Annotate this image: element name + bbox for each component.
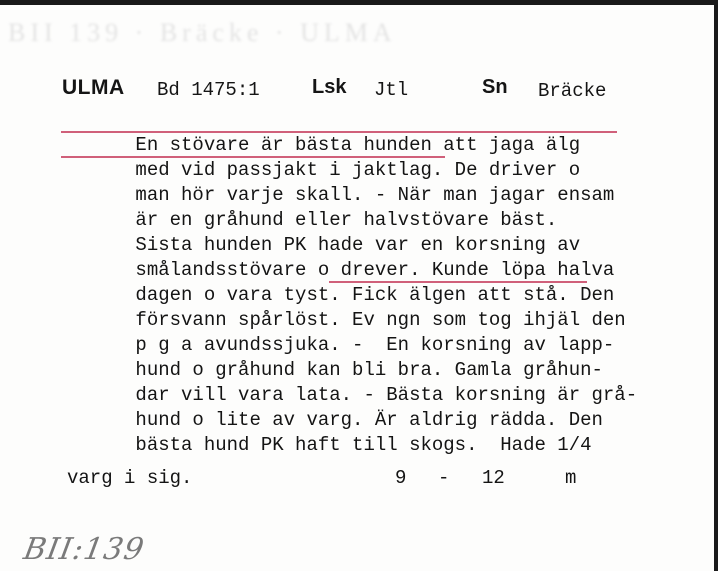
text-line bbox=[67, 233, 667, 281]
archive-name: ULMA bbox=[62, 76, 125, 99]
text-line bbox=[67, 308, 667, 356]
landskap-label: Lsk bbox=[312, 76, 347, 98]
text-line-content: bästa hund PK haft till skogs. Hade 1/4 bbox=[135, 434, 592, 456]
footer-dash: - bbox=[438, 467, 450, 489]
socken-value: Bräcke bbox=[538, 80, 607, 102]
footer-text: varg i sig. bbox=[67, 467, 193, 489]
text-line-content: försvann spårlöst. Ev ngn som tog ihjäl den bbox=[135, 309, 626, 331]
text-line-content: dar vill vara lata. - Bästa korsning är grå- bbox=[135, 384, 638, 406]
landskap-value: Jtl bbox=[374, 79, 409, 101]
text-line bbox=[67, 158, 667, 206]
text-line bbox=[67, 183, 667, 231]
text-line-content: En stövare är bästa hunden att jaga älg bbox=[135, 134, 581, 156]
informant-birth-value: 9 bbox=[395, 467, 407, 489]
text-line-content: med vid passjakt i jaktlag. De driver o bbox=[135, 159, 581, 181]
socken-label: Sn bbox=[482, 76, 508, 98]
informant-sex-value: m bbox=[565, 467, 577, 489]
text-line-content: är en gråhund eller halvstövare bäst. bbox=[135, 209, 558, 231]
text-line bbox=[67, 283, 667, 331]
text-line-content: man hör varje skall. - När man jagar ensam bbox=[135, 184, 615, 206]
text-line bbox=[67, 383, 667, 431]
text-line-content: Sista hunden PK hade var en korsning av bbox=[135, 234, 581, 256]
text-line bbox=[67, 358, 667, 406]
informant-age-value: 12 bbox=[482, 467, 505, 489]
text-line-content: smålandsstövare o drever. Kunde löpa halva bbox=[135, 259, 615, 281]
text-line bbox=[67, 133, 667, 181]
text-line bbox=[67, 408, 667, 456]
text-line bbox=[67, 208, 667, 256]
text-line-content: hund o gråhund kan bli bra. Gamla gråhun- bbox=[135, 359, 603, 381]
text-line bbox=[67, 333, 667, 381]
text-line-content: dagen o vara tyst. Fick älgen att stå. Den bbox=[135, 284, 615, 306]
accession-number: Bd 1475:1 bbox=[157, 79, 260, 101]
card-header bbox=[62, 76, 642, 104]
bleed-through-text: BII 139 · Bräcke · ULMA bbox=[8, 18, 397, 47]
text-line bbox=[67, 258, 667, 306]
archive-signature: BII:139 bbox=[20, 532, 148, 567]
text-line bbox=[67, 108, 667, 156]
card-footer bbox=[67, 467, 667, 492]
card-top-border bbox=[0, 0, 718, 5]
text-line-content: hund o lite av varg. Är aldrig rädda. Den bbox=[135, 409, 603, 431]
card-right-border bbox=[714, 0, 718, 571]
card-body bbox=[67, 108, 667, 456]
text-line-content: p g a avundssjuka. - En korsning av lapp- bbox=[135, 334, 615, 356]
